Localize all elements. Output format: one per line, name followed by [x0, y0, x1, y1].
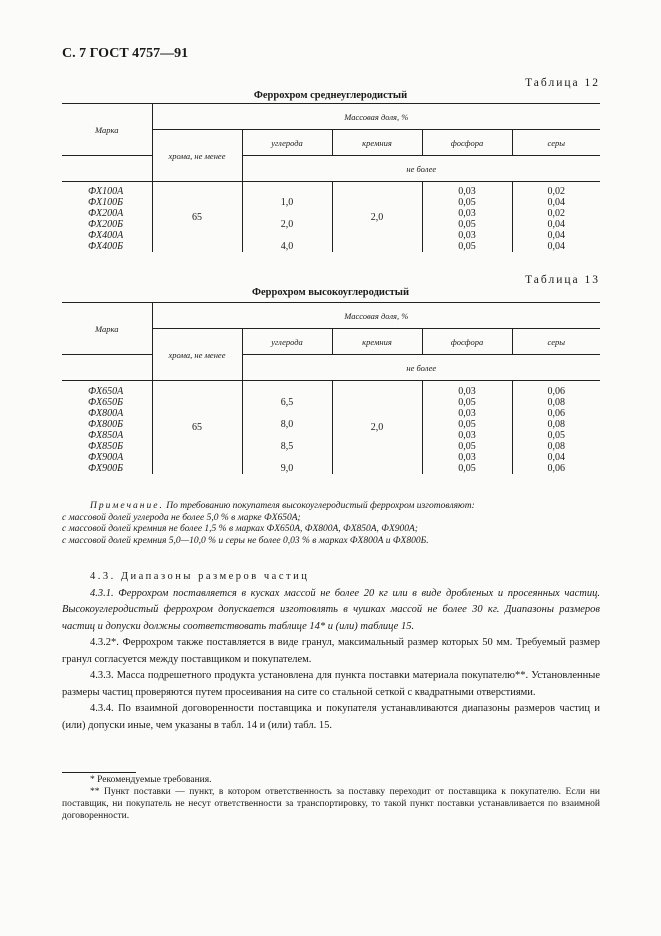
cell-value: 8,0 — [280, 419, 294, 430]
paragraph-4-3-4: 4.3.4. По взаимной договоренности поставщика и покупателя устанавливаются диапазоны размеров частиц и (или) допуски иные, чем указаны в табл. 14 и (или) табл. 15. — [62, 703, 600, 731]
footnote-divider — [62, 772, 136, 773]
table-13-number: Таблица 13 — [525, 274, 600, 286]
paragraph-4-3-2: 4.3.2*. Феррохром также поставляется в виде гранул, максимальный размер которых 50 мм. Требуемый размер гранул согласуется между поставщиком и покупателем. — [62, 637, 600, 665]
cell-value: ФХ650Б — [88, 397, 124, 408]
col-sulfur: серы — [512, 130, 600, 156]
sulfur-column — [513, 386, 601, 474]
col-sulfur: серы — [512, 329, 600, 355]
cell-value: 0,05 — [458, 241, 476, 252]
note-label: Примечание. — [90, 501, 164, 511]
cell-value: ФХ200А — [88, 208, 124, 219]
col-mass-fraction: Массовая доля, % — [152, 303, 600, 329]
cell-value: 0,05 — [547, 430, 566, 441]
cell-value: 0,08 — [547, 441, 566, 452]
cell-value: ФХ200Б — [88, 219, 124, 230]
cell-value: 0,05 — [458, 219, 476, 230]
table-note — [62, 501, 475, 547]
carbon-column — [243, 386, 332, 474]
cell-value: ФХ400А — [88, 230, 124, 241]
cell-value: ФХ650А — [88, 386, 124, 397]
cell-value: 0,02 — [547, 208, 566, 219]
col-silicon: кремния — [332, 130, 422, 156]
note-line-4: с массовой долей кремния 5,0—10,0 % и серы не более 0,03 % в марках ФХ800А и ФХ800Б. — [62, 535, 429, 546]
cell-value: 0,04 — [547, 197, 566, 208]
cell-value: 0,05 — [458, 419, 476, 430]
cell-value: ФХ850А — [88, 430, 124, 441]
section-4-3 — [62, 569, 600, 734]
note-line-3: с массовой долей кремния не более 1,5 % в марках ФХ650А, ФХ800А, ФХ850А, ФХ900А; — [62, 524, 418, 534]
cell-value: 8,5 — [280, 441, 294, 452]
cell-value: ФХ100Б — [88, 197, 124, 208]
cell-value: 0,06 — [547, 386, 566, 397]
table-12-number: Таблица 12 — [525, 77, 600, 89]
note-line-2: с массовой долей углерода не более 5,0 % в марке ФХ650А; — [62, 512, 301, 523]
cell-value: 1,0 — [280, 197, 294, 208]
col-marka: Марка — [62, 303, 152, 355]
cell-value: 0,03 — [458, 430, 476, 441]
footnotes — [62, 774, 600, 822]
cell-value: 0,05 — [458, 463, 476, 474]
phosphorus-column — [423, 186, 512, 252]
page-header: С. 7 ГОСТ 4757—91 — [62, 46, 189, 61]
cell-value — [243, 452, 332, 463]
col-chrom: хрома, не менее — [152, 130, 242, 182]
marks-column — [88, 386, 152, 474]
col-no-more: не более — [242, 355, 600, 381]
cell-value: 0,03 — [458, 230, 476, 241]
section-heading: 4.3. Диапазоны размеров частиц — [90, 571, 310, 582]
paragraph-4-3-1: 4.3.1. Феррохром поставляется в кусках массой не более 20 кг или в виде дробленых и просеянных частиц. Высокоуглеродистый феррохром допускается изготовлять в чушках массой не более 30 кг. Диапазоны размеров частиц и допуски должны соответствовать таблице 14* и (или) таблице 15. — [62, 587, 600, 632]
cell-value: ФХ800Б — [88, 419, 124, 430]
col-no-more: не более — [242, 156, 600, 182]
cell-value: 0,08 — [547, 397, 566, 408]
cell-value — [243, 386, 332, 397]
cell-value — [243, 186, 332, 197]
paragraph-4-3-3: 4.3.3. Масса подрешетного продукта установлена для пункта поставки материала покупателю**. Установленные размеры частиц проверяются путем просеивания на сите со стальной сеткой с квадратными отверстиями. — [62, 670, 600, 698]
table-12-title: Феррохром среднеуглеродистый — [253, 90, 408, 101]
cell-value: 0,05 — [458, 441, 476, 452]
cell-value: 0,08 — [547, 419, 566, 430]
cell-value: 0,06 — [547, 408, 566, 419]
cell-value: 0,03 — [458, 186, 476, 197]
chrom-value: 65 — [152, 182, 242, 253]
cell-value: ФХ400Б — [88, 241, 124, 252]
cell-value: ФХ900Б — [88, 463, 124, 474]
table-13-title: Феррохром высокоуглеродистый — [251, 287, 410, 298]
col-carbon: углерода — [242, 130, 332, 156]
table-13 — [62, 302, 600, 474]
marks-column — [88, 186, 152, 252]
col-phosphorus: фосфора — [422, 130, 512, 156]
cell-value: 0,04 — [547, 241, 566, 252]
cell-value — [243, 230, 332, 241]
carbon-column — [243, 186, 332, 252]
footnote-1: * Рекомендуемые требования. — [90, 775, 212, 785]
cell-value: 0,02 — [547, 186, 566, 197]
note-line-1: По требованию покупателя высокоуглеродистый феррохром изготовляют: — [166, 501, 475, 511]
cell-value: ФХ900А — [88, 452, 124, 463]
footnote-2: ** Пункт поставки — пункт, в котором ответственность за поставку переходит от поставщика к покупателю. Если ни поставщик, ни покупатель не несут ответственности за транспортировку, то такой пункт поставки устанавливается по взаимной договоренности. — [62, 787, 600, 821]
cell-value: ФХ100А — [88, 186, 124, 197]
cell-value — [243, 408, 332, 419]
cell-value: 0,05 — [458, 197, 476, 208]
cell-value: 4,0 — [280, 241, 294, 252]
col-marka: Марка — [62, 104, 152, 156]
cell-value: 0,03 — [458, 408, 476, 419]
col-chrom: хрома, не менее — [152, 329, 242, 381]
cell-value: 6,5 — [280, 397, 294, 408]
cell-value: ФХ800А — [88, 408, 124, 419]
col-carbon: углерода — [242, 329, 332, 355]
phosphorus-column — [423, 386, 512, 474]
sulfur-column — [513, 186, 601, 252]
cell-value — [243, 208, 332, 219]
silicon-value: 2,0 — [332, 182, 422, 253]
col-silicon: кремния — [332, 329, 422, 355]
cell-value: 0,03 — [458, 386, 476, 397]
cell-value: 0,03 — [458, 208, 476, 219]
cell-value: 0,05 — [458, 397, 476, 408]
cell-value: 9,0 — [280, 463, 294, 474]
col-mass-fraction: Массовая доля, % — [152, 104, 600, 130]
cell-value: 0,03 — [458, 452, 476, 463]
cell-value: ФХ850Б — [88, 441, 124, 452]
cell-value: 0,06 — [547, 463, 566, 474]
table-12 — [62, 103, 600, 252]
cell-value: 2,0 — [280, 219, 294, 230]
cell-value: 0,04 — [547, 219, 566, 230]
chrom-value: 65 — [152, 381, 242, 475]
cell-value: 0,04 — [547, 230, 566, 241]
col-phosphorus: фосфора — [422, 329, 512, 355]
cell-value — [243, 430, 332, 441]
cell-value: 0,04 — [547, 452, 566, 463]
silicon-value: 2,0 — [332, 381, 422, 475]
